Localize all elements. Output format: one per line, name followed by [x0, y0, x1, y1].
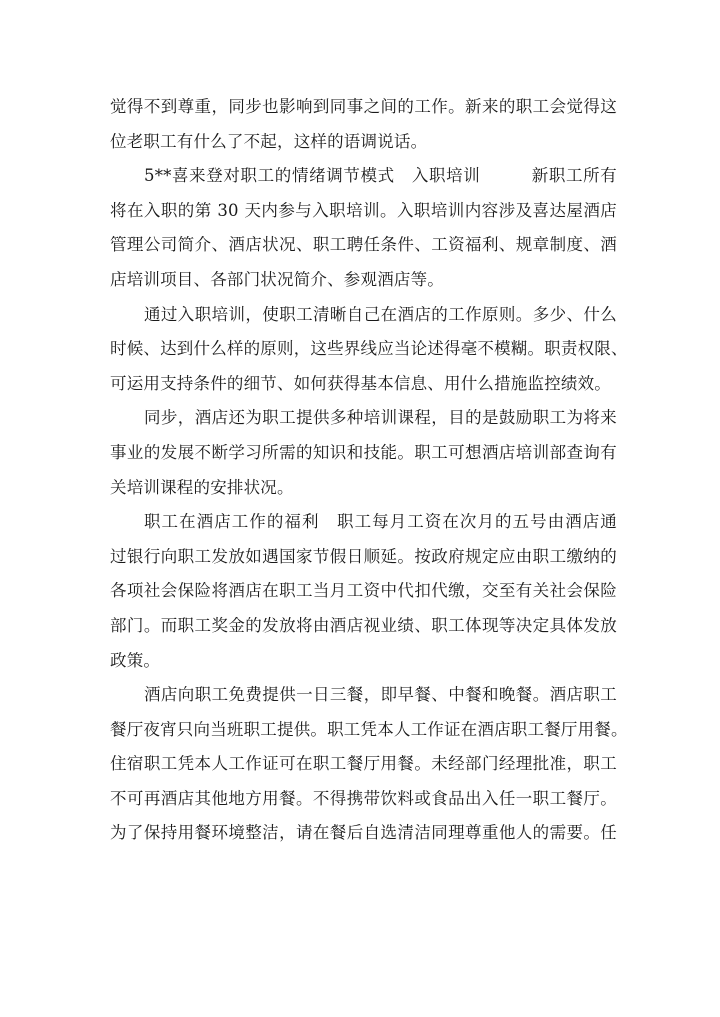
text-line: 酒店向职工免费提供一日三餐，即早餐、中餐和晚餐。酒店职工: [144, 685, 617, 705]
text-line: 同步，酒店还为职工提供多种培训课程，目的是鼓励职工为将来: [144, 408, 617, 428]
text-line: 住宿职工凭本人工作证可在职工餐厅用餐。未经部门经理批准，职工: [110, 754, 617, 774]
text-line: 事业的发展不断学习所需的知识和技能。职工可想酒店培训部查询有: [110, 442, 617, 462]
text-line: 可运用支持条件的细节、如何获得基本信息、用什么措施监控绩效。: [110, 373, 611, 393]
text-line: 餐厅夜宵只向当班职工提供。职工凭本人工作证在酒店职工餐厅用餐。: [110, 719, 628, 739]
text-line: 将在入职的第 30 天内参与入职培训。入职培训内容涉及喜达屋酒店: [110, 200, 617, 220]
text-line: 关培训课程的安排状况。: [110, 477, 294, 497]
text-line: 为了保持用餐环境整洁，请在餐后自选清洁同理尊重他人的需要。任: [110, 823, 617, 843]
paragraph-3: [110, 298, 628, 402]
paragraph-6: [110, 678, 628, 851]
text-line: 职工在酒店工作的福利 职工每月工资在次月的五号由酒店通: [144, 512, 617, 532]
text-line: 觉得不到尊重，同步也影响到同事之间的工作。新来的职工会觉得这: [110, 97, 617, 116]
paragraph-2: [110, 159, 617, 297]
text-line: 通过入职培训，使职工清晰自己在酒店的工作原则。多少、什么: [144, 304, 617, 324]
text-line: 位老职工有什么了不起，这样的语调说话。: [110, 131, 428, 151]
text-line: 过银行向职工发放如遇国家节假日顺延。按政府规定应由职工缴纳的: [110, 546, 617, 566]
text-line: 不可再酒店其他地方用餐。不得携带饮料或食品出入任一职工餐厅。: [110, 788, 617, 808]
text-line: 时候、达到什么样的原则，这些界线应当论述得毫不模糊。职责权限、: [110, 339, 628, 359]
text-line: 各项社会保险将酒店在职工当月工资中代扣代缴，交至有关社会保险: [110, 581, 617, 601]
text-line: 部门。而职工奖金的发放将由酒店视业绩、职工体现等决定具体发放: [110, 615, 617, 635]
paragraph-1: [110, 90, 617, 159]
text-line: 5**喜来登对职工的情绪调节模式 入职培训 新职工所有: [144, 166, 617, 186]
text-line: 店培训项目、各部门状况简介、参观酒店等。: [110, 269, 444, 289]
paragraph-4: [110, 401, 617, 505]
paragraph-5: [110, 505, 617, 678]
text-line: 政策。: [110, 650, 161, 670]
text-line: 管理公司简介、酒店状况、职工聘任条件、工资福利、规章制度、酒: [110, 235, 617, 255]
